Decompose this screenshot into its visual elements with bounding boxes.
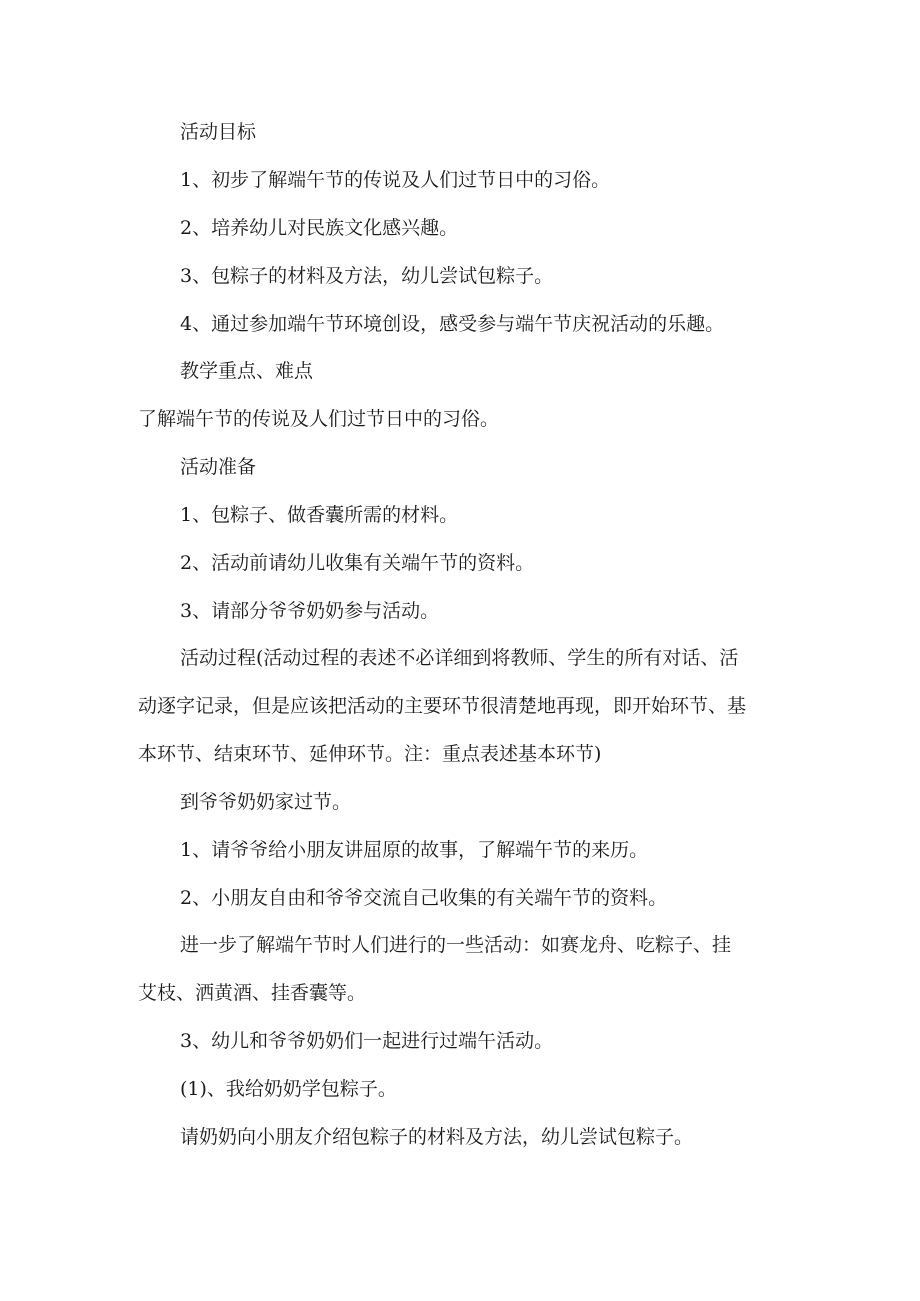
process-step-3: 3、幼儿和爷爷奶奶们一起进行过端午活动。 [180,1030,554,1052]
heading-preparation: 活动准备 [180,456,257,478]
process-step-1: 1、请爷爷给小朋友讲屈原的故事，了解端午节的来历。 [180,839,649,861]
process-step-2: 2、小朋友自由和爷爷交流自己收集的有关端午节的资料。 [180,887,668,909]
goal-item-3: 3、包粽子的材料及方法，幼儿尝试包粽子。 [180,265,554,287]
heading-activity-goals: 活动目标 [180,121,257,143]
goal-item-2: 2、培养幼儿对民族文化感兴趣。 [180,217,459,239]
process-paragraph-line-3: 本环节、结束环节、延伸环节。注：重点表述基本环节) [138,743,602,765]
process-paragraph-line-2: 动逐字记录，但是应该把活动的主要环节很清楚地再现，即开始环节、基 [138,695,747,717]
activities-paragraph-line-2: 艾枝、洒黄酒、挂香囊等。 [138,982,367,1004]
key-points-text: 了解端午节的传说及人们过节日中的习俗。 [138,408,500,430]
sub-step-1: (1)、我给奶奶学包粽子。 [180,1078,397,1100]
sub-step-1-detail: 请奶奶向小朋友介绍包粽子的材料及方法，幼儿尝试包粽子。 [180,1126,694,1148]
process-paragraph-line-1: 活动过程(活动过程的表述不必详细到将教师、学生的所有对话、活 [180,647,739,669]
goal-item-1: 1、初步了解端午节的传说及人们过节日中的习俗。 [180,169,611,191]
activities-paragraph-line-1: 进一步了解端午节时人们进行的一些活动：如赛龙舟、吃粽子、挂 [180,934,732,956]
goal-item-4: 4、通过参加端午节环境创设，感受参与端午节庆祝活动的乐趣。 [180,313,725,335]
prep-item-3: 3、请部分爷爷奶奶参与活动。 [180,600,440,622]
prep-item-2: 2、活动前请幼儿收集有关端午节的资料。 [180,552,535,574]
process-intro: 到爷爷奶奶家过节。 [180,791,352,813]
prep-item-1: 1、包粽子、做香囊所需的材料。 [180,504,459,526]
heading-key-points: 教学重点、难点 [180,360,314,382]
